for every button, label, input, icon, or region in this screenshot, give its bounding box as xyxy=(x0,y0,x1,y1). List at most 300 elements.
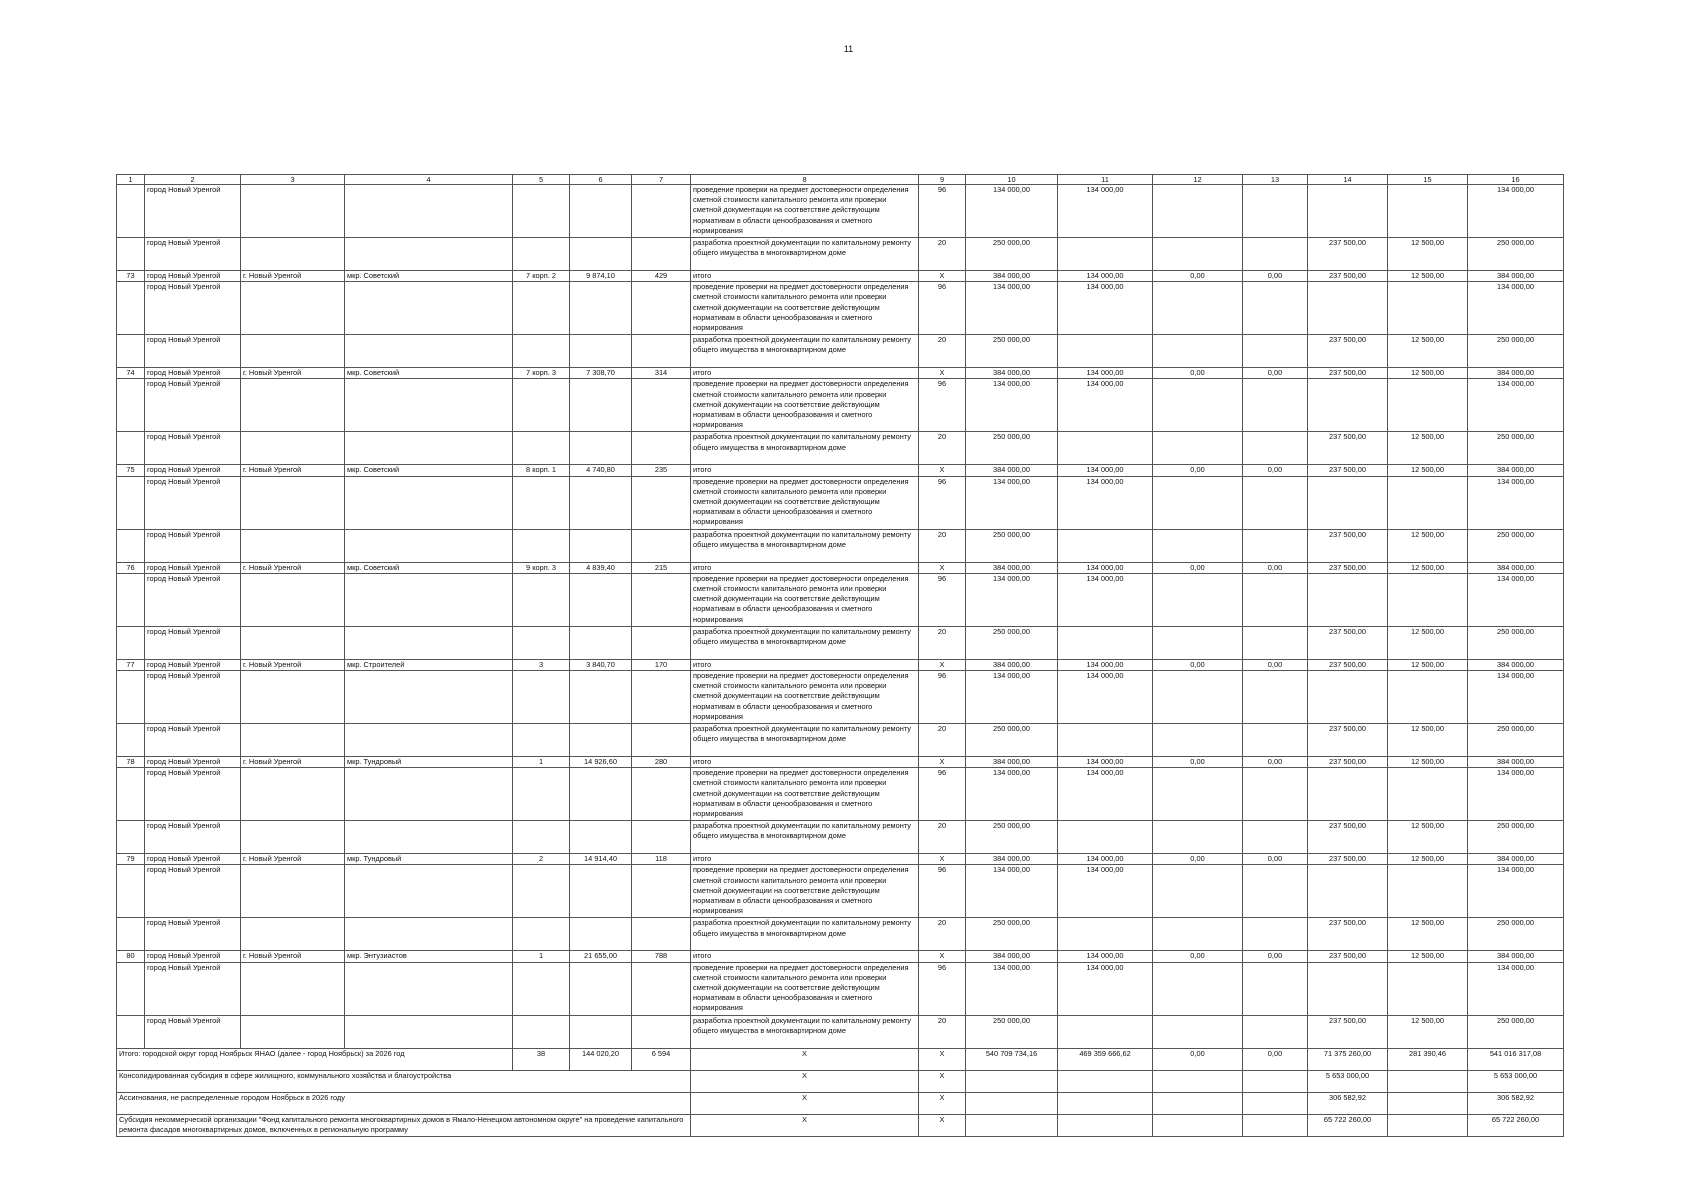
summary-value: 0,00 xyxy=(1153,1048,1243,1070)
table-cell xyxy=(513,821,570,854)
work-code-cell: 20 xyxy=(919,626,966,659)
district-cell: мкр. Строителей xyxy=(345,659,513,670)
table-cell xyxy=(1058,238,1153,271)
table-cell xyxy=(1388,573,1468,626)
amount-cell: 12 500,00 xyxy=(1388,432,1468,465)
amount-cell: 250 000,00 xyxy=(966,432,1058,465)
amount-cell: 0,00 xyxy=(1153,659,1243,670)
table-cell xyxy=(570,671,632,724)
table-cell xyxy=(1058,432,1153,465)
amount-cell: 237 500,00 xyxy=(1308,1015,1388,1048)
table-cell xyxy=(1153,724,1243,757)
x-mark: X xyxy=(919,854,966,865)
table-row xyxy=(117,379,1564,432)
summary-value: 306 582,92 xyxy=(1308,1092,1388,1114)
table-cell xyxy=(632,821,691,854)
summary-value xyxy=(1243,1070,1308,1092)
table-cell xyxy=(632,185,691,238)
work-type-cell: итого xyxy=(691,465,919,476)
table-cell xyxy=(345,962,513,1015)
table-cell xyxy=(117,918,145,951)
work-type-cell: проведение проверки на предмет достоверности определения сметной стоимости капитального ремонта или проверки сметной документации на соответствие действующим нормативам в области ценообразования и сметного нормирования xyxy=(691,573,919,626)
work-code-cell: 20 xyxy=(919,821,966,854)
work-type-cell: итого xyxy=(691,659,919,670)
summary-value: 306 582,92 xyxy=(1468,1092,1564,1114)
summary-value xyxy=(1058,1092,1153,1114)
table-cell xyxy=(1243,238,1308,271)
table-cell xyxy=(117,282,145,335)
table-cell xyxy=(1308,282,1388,335)
amount-cell: 384 000,00 xyxy=(966,368,1058,379)
amount-cell: 134 000,00 xyxy=(1468,671,1564,724)
table-cell xyxy=(570,573,632,626)
table-cell xyxy=(513,432,570,465)
amount-cell: 12 500,00 xyxy=(1388,659,1468,670)
work-type-cell: проведение проверки на предмет достоверности определения сметной стоимости капитального ремонта или проверки сметной документации на соответствие действующим нормативам в области ценообразования и сметного нормирования xyxy=(691,671,919,724)
district-cell: мкр. Советский xyxy=(345,562,513,573)
table-cell xyxy=(513,529,570,562)
work-type-cell: итого xyxy=(691,757,919,768)
amount-cell: 134 000,00 xyxy=(1468,573,1564,626)
work-type-cell: разработка проектной документации по капитальному ремонту общего имущества в многоквартирном доме xyxy=(691,1015,919,1048)
table-cell xyxy=(513,238,570,271)
amount-cell: 384 000,00 xyxy=(1468,271,1564,282)
amount-cell: 237 500,00 xyxy=(1308,854,1388,865)
table-row xyxy=(117,865,1564,918)
work-code-cell: 96 xyxy=(919,379,966,432)
amount-cell: 237 500,00 xyxy=(1308,724,1388,757)
table-cell xyxy=(241,724,345,757)
amount-cell: 12 500,00 xyxy=(1388,821,1468,854)
summary-row xyxy=(117,1114,1564,1136)
table-cell xyxy=(117,185,145,238)
row-number: 74 xyxy=(117,368,145,379)
amount-cell: 134 000,00 xyxy=(1468,865,1564,918)
summary-row xyxy=(117,1070,1564,1092)
table-cell xyxy=(241,335,345,368)
municipality-cell: город Новый Уренгой xyxy=(145,238,241,271)
summary-value xyxy=(966,1114,1058,1136)
house-cell: 7 корп. 2 xyxy=(513,271,570,282)
x-mark: X xyxy=(691,1114,919,1136)
table-cell xyxy=(513,282,570,335)
municipality-cell: город Новый Уренгой xyxy=(145,724,241,757)
table-cell xyxy=(345,529,513,562)
table-cell xyxy=(117,671,145,724)
amount-cell: 12 500,00 xyxy=(1388,465,1468,476)
table-cell xyxy=(632,238,691,271)
amount-cell: 384 000,00 xyxy=(1468,465,1564,476)
table-cell xyxy=(117,335,145,368)
work-type-cell: итого xyxy=(691,271,919,282)
table-cell xyxy=(632,529,691,562)
amount-cell: 134 000,00 xyxy=(1058,854,1153,865)
amount-cell: 237 500,00 xyxy=(1308,757,1388,768)
municipality-cell: город Новый Уренгой xyxy=(145,757,241,768)
amount-cell: 134 000,00 xyxy=(1058,379,1153,432)
amount-cell: 134 000,00 xyxy=(966,476,1058,529)
amount-cell: 384 000,00 xyxy=(966,757,1058,768)
summary-value xyxy=(1243,1092,1308,1114)
municipality-cell: город Новый Уренгой xyxy=(145,865,241,918)
work-type-cell: проведение проверки на предмет достоверности определения сметной стоимости капитального ремонта или проверки сметной документации на соответствие действующим нормативам в области ценообразования и сметного нормирования xyxy=(691,768,919,821)
house-total-row xyxy=(117,562,1564,573)
table-cell xyxy=(1308,768,1388,821)
work-type-cell: разработка проектной документации по капитальному ремонту общего имущества в многоквартирном доме xyxy=(691,335,919,368)
summary-value xyxy=(1388,1114,1468,1136)
amount-cell: 12 500,00 xyxy=(1388,724,1468,757)
amount-cell: 384 000,00 xyxy=(966,951,1058,962)
x-mark: X xyxy=(691,1048,919,1070)
city-cell: г. Новый Уренгой xyxy=(241,757,345,768)
amount-cell: 237 500,00 xyxy=(1308,529,1388,562)
table-cell xyxy=(241,918,345,951)
table-cell xyxy=(117,1015,145,1048)
summary-label: Ассигнования, не распределенные городом Ноябрьск в 2026 году xyxy=(117,1092,691,1114)
amount-cell: 0,00 xyxy=(1243,659,1308,670)
summary-value: 6 594 xyxy=(632,1048,691,1070)
table-cell xyxy=(117,821,145,854)
table-cell xyxy=(632,476,691,529)
amount-cell: 134 000,00 xyxy=(1058,757,1153,768)
amount-cell: 250 000,00 xyxy=(966,918,1058,951)
table-cell xyxy=(1388,962,1468,1015)
table-cell xyxy=(345,573,513,626)
area-cell: 14 914,40 xyxy=(570,854,632,865)
city-cell: г. Новый Уренгой xyxy=(241,271,345,282)
table-cell xyxy=(117,724,145,757)
table-row xyxy=(117,335,1564,368)
summary-value xyxy=(966,1070,1058,1092)
table-cell xyxy=(1388,379,1468,432)
work-type-cell: итого xyxy=(691,951,919,962)
house-total-row xyxy=(117,368,1564,379)
table-cell xyxy=(570,529,632,562)
amount-cell: 134 000,00 xyxy=(1058,271,1153,282)
house-cell: 3 xyxy=(513,659,570,670)
amount-cell: 0,00 xyxy=(1153,368,1243,379)
row-number: 73 xyxy=(117,271,145,282)
column-number: 8 xyxy=(691,175,919,185)
amount-cell: 0,00 xyxy=(1243,757,1308,768)
amount-cell: 12 500,00 xyxy=(1388,368,1468,379)
work-type-cell: проведение проверки на предмет достоверности определения сметной стоимости капитального ремонта или проверки сметной документации на соответствие действующим нормативам в области ценообразования и сметного нормирования xyxy=(691,962,919,1015)
work-code-cell: 96 xyxy=(919,865,966,918)
amount-cell: 250 000,00 xyxy=(966,821,1058,854)
amount-cell: 134 000,00 xyxy=(1058,282,1153,335)
table-cell xyxy=(345,185,513,238)
summary-value: 540 709 734,16 xyxy=(966,1048,1058,1070)
column-number: 4 xyxy=(345,175,513,185)
table-cell xyxy=(345,282,513,335)
table-cell xyxy=(345,1015,513,1048)
municipality-cell: город Новый Уренгой xyxy=(145,562,241,573)
municipality-cell: город Новый Уренгой xyxy=(145,282,241,335)
table-cell xyxy=(1308,865,1388,918)
amount-cell: 134 000,00 xyxy=(1058,768,1153,821)
people-cell: 235 xyxy=(632,465,691,476)
amount-cell: 134 000,00 xyxy=(1058,465,1153,476)
table-cell xyxy=(570,476,632,529)
amount-cell: 12 500,00 xyxy=(1388,529,1468,562)
table-cell xyxy=(570,918,632,951)
house-total-row xyxy=(117,854,1564,865)
x-mark: X xyxy=(919,1114,966,1136)
city-cell: г. Новый Уренгой xyxy=(241,659,345,670)
work-type-cell: проведение проверки на предмет достоверности определения сметной стоимости капитального ремонта или проверки сметной документации на соответствие действующим нормативам в области ценообразования и сметного нормирования xyxy=(691,185,919,238)
x-mark: X xyxy=(691,1070,919,1092)
column-number: 2 xyxy=(145,175,241,185)
house-cell: 1 xyxy=(513,951,570,962)
amount-cell: 134 000,00 xyxy=(1468,476,1564,529)
amount-cell: 250 000,00 xyxy=(1468,918,1564,951)
municipality-cell: город Новый Уренгой xyxy=(145,671,241,724)
column-number: 15 xyxy=(1388,175,1468,185)
amount-cell: 0,00 xyxy=(1153,951,1243,962)
x-mark: X xyxy=(919,1070,966,1092)
amount-cell: 384 000,00 xyxy=(1468,951,1564,962)
amount-cell: 134 000,00 xyxy=(1058,659,1153,670)
row-number: 79 xyxy=(117,854,145,865)
table-cell xyxy=(345,671,513,724)
amount-cell: 237 500,00 xyxy=(1308,659,1388,670)
amount-cell: 237 500,00 xyxy=(1308,626,1388,659)
table-cell xyxy=(117,476,145,529)
table-cell xyxy=(1388,476,1468,529)
table-cell xyxy=(241,1015,345,1048)
amount-cell: 250 000,00 xyxy=(966,335,1058,368)
summary-value xyxy=(1388,1070,1468,1092)
work-code-cell: 96 xyxy=(919,282,966,335)
table-cell xyxy=(241,185,345,238)
amount-cell: 0,00 xyxy=(1153,271,1243,282)
table-row xyxy=(117,282,1564,335)
area-cell: 9 874,10 xyxy=(570,271,632,282)
city-cell: г. Новый Уренгой xyxy=(241,368,345,379)
amount-cell: 237 500,00 xyxy=(1308,271,1388,282)
amount-cell: 250 000,00 xyxy=(1468,335,1564,368)
house-cell: 2 xyxy=(513,854,570,865)
table-cell xyxy=(632,724,691,757)
table-cell xyxy=(1243,865,1308,918)
municipality-cell: город Новый Уренгой xyxy=(145,659,241,670)
area-cell: 21 655,00 xyxy=(570,951,632,962)
municipality-cell: город Новый Уренгой xyxy=(145,476,241,529)
house-cell: 8 корп. 1 xyxy=(513,465,570,476)
column-number: 7 xyxy=(632,175,691,185)
column-number: 5 xyxy=(513,175,570,185)
summary-value: 71 375 260,00 xyxy=(1308,1048,1388,1070)
summary-value: 541 016 317,08 xyxy=(1468,1048,1564,1070)
table-cell xyxy=(1058,918,1153,951)
table-cell xyxy=(513,768,570,821)
table-cell xyxy=(345,768,513,821)
table-cell xyxy=(1243,918,1308,951)
table-cell xyxy=(513,476,570,529)
summary-value xyxy=(1153,1070,1243,1092)
column-number-row xyxy=(117,175,1564,185)
amount-cell: 134 000,00 xyxy=(1058,951,1153,962)
amount-cell: 237 500,00 xyxy=(1308,465,1388,476)
table-cell xyxy=(570,865,632,918)
table-cell xyxy=(632,626,691,659)
table-cell xyxy=(632,768,691,821)
table-cell xyxy=(570,821,632,854)
table-cell xyxy=(570,626,632,659)
municipality-cell: город Новый Уренгой xyxy=(145,465,241,476)
summary-value: 144 020,20 xyxy=(570,1048,632,1070)
row-number: 77 xyxy=(117,659,145,670)
table-cell xyxy=(513,185,570,238)
table-row xyxy=(117,724,1564,757)
table-cell xyxy=(117,573,145,626)
amount-cell: 12 500,00 xyxy=(1388,757,1468,768)
amount-cell: 237 500,00 xyxy=(1308,432,1388,465)
table-cell xyxy=(345,865,513,918)
area-cell: 4 740,80 xyxy=(570,465,632,476)
table-cell xyxy=(570,724,632,757)
city-cell: г. Новый Уренгой xyxy=(241,465,345,476)
amount-cell: 0,00 xyxy=(1243,854,1308,865)
table-cell xyxy=(1058,335,1153,368)
table-row xyxy=(117,432,1564,465)
summary-value: 0,00 xyxy=(1243,1048,1308,1070)
x-mark: X xyxy=(919,1092,966,1114)
table-cell xyxy=(241,821,345,854)
summary-value xyxy=(966,1092,1058,1114)
amount-cell: 134 000,00 xyxy=(1468,768,1564,821)
page-number: 11 xyxy=(843,44,854,54)
house-total-row xyxy=(117,659,1564,670)
table-cell xyxy=(1308,573,1388,626)
amount-cell: 12 500,00 xyxy=(1388,562,1468,573)
amount-cell: 134 000,00 xyxy=(1468,185,1564,238)
summary-value: 281 390,46 xyxy=(1388,1048,1468,1070)
table-cell xyxy=(1058,1015,1153,1048)
amount-cell: 250 000,00 xyxy=(1468,724,1564,757)
amount-cell: 384 000,00 xyxy=(966,562,1058,573)
table-row xyxy=(117,573,1564,626)
work-type-cell: разработка проектной документации по капитальному ремонту общего имущества в многоквартирном доме xyxy=(691,821,919,854)
table-cell xyxy=(570,238,632,271)
municipality-cell: город Новый Уренгой xyxy=(145,335,241,368)
house-total-row xyxy=(117,271,1564,282)
work-type-cell: проведение проверки на предмет достоверности определения сметной стоимости капитального ремонта или проверки сметной документации на соответствие действующим нормативам в области ценообразования и сметного нормирования xyxy=(691,476,919,529)
amount-cell: 134 000,00 xyxy=(966,768,1058,821)
municipality-cell: город Новый Уренгой xyxy=(145,368,241,379)
table-cell xyxy=(241,962,345,1015)
table-cell xyxy=(1243,282,1308,335)
summary-label: Итого: городской округ город Ноябрьск ЯНАО (далее - город Ноябрьск) за 2026 год xyxy=(117,1048,513,1070)
amount-cell: 250 000,00 xyxy=(966,238,1058,271)
table-cell xyxy=(513,626,570,659)
x-mark: X xyxy=(919,562,966,573)
house-total-row xyxy=(117,951,1564,962)
table-cell xyxy=(241,626,345,659)
table-cell xyxy=(1243,476,1308,529)
amount-cell: 250 000,00 xyxy=(966,529,1058,562)
amount-cell: 12 500,00 xyxy=(1388,335,1468,368)
amount-cell: 12 500,00 xyxy=(1388,238,1468,271)
amount-cell: 12 500,00 xyxy=(1388,854,1468,865)
work-code-cell: 20 xyxy=(919,529,966,562)
amount-cell: 250 000,00 xyxy=(1468,626,1564,659)
summary-value: 5 653 000,00 xyxy=(1468,1070,1564,1092)
table-cell xyxy=(1243,335,1308,368)
table-cell xyxy=(632,1015,691,1048)
row-number: 80 xyxy=(117,951,145,962)
table-cell xyxy=(345,432,513,465)
table-cell xyxy=(513,865,570,918)
table-row xyxy=(117,1015,1564,1048)
amount-cell: 384 000,00 xyxy=(966,465,1058,476)
row-number: 78 xyxy=(117,757,145,768)
municipality-cell: город Новый Уренгой xyxy=(145,951,241,962)
people-cell: 170 xyxy=(632,659,691,670)
column-number: 13 xyxy=(1243,175,1308,185)
amount-cell: 384 000,00 xyxy=(966,854,1058,865)
row-number: 75 xyxy=(117,465,145,476)
amount-cell: 134 000,00 xyxy=(966,379,1058,432)
table-cell xyxy=(117,768,145,821)
summary-row xyxy=(117,1092,1564,1114)
summary-value: 469 359 666,62 xyxy=(1058,1048,1153,1070)
amount-cell: 134 000,00 xyxy=(1468,962,1564,1015)
municipality-cell: город Новый Уренгой xyxy=(145,626,241,659)
municipality-cell: город Новый Уренгой xyxy=(145,573,241,626)
amount-cell: 250 000,00 xyxy=(1468,432,1564,465)
summary-value: 65 722 260,00 xyxy=(1308,1114,1388,1136)
amount-cell: 134 000,00 xyxy=(1468,379,1564,432)
area-cell: 4 839,40 xyxy=(570,562,632,573)
table-cell xyxy=(1388,865,1468,918)
table-cell xyxy=(241,865,345,918)
x-mark: X xyxy=(919,951,966,962)
amount-cell: 134 000,00 xyxy=(1468,282,1564,335)
table-cell xyxy=(1243,671,1308,724)
x-mark: X xyxy=(919,659,966,670)
table-cell xyxy=(241,573,345,626)
district-cell: мкр. Советский xyxy=(345,271,513,282)
amount-cell: 134 000,00 xyxy=(1058,671,1153,724)
amount-cell: 0,00 xyxy=(1153,562,1243,573)
table-cell xyxy=(632,918,691,951)
summary-value: 65 722 260,00 xyxy=(1468,1114,1564,1136)
table-cell xyxy=(1058,626,1153,659)
city-cell: г. Новый Уренгой xyxy=(241,854,345,865)
municipality-cell: город Новый Уренгой xyxy=(145,271,241,282)
work-type-cell: проведение проверки на предмет достоверности определения сметной стоимости капитального ремонта или проверки сметной документации на соответствие действующим нормативам в области ценообразования и сметного нормирования xyxy=(691,282,919,335)
municipality-cell: город Новый Уренгой xyxy=(145,962,241,1015)
table-cell xyxy=(1308,671,1388,724)
amount-cell: 237 500,00 xyxy=(1308,368,1388,379)
table-cell xyxy=(1153,918,1243,951)
column-number: 1 xyxy=(117,175,145,185)
table-cell xyxy=(241,432,345,465)
table-cell xyxy=(513,724,570,757)
amount-cell: 0,00 xyxy=(1243,465,1308,476)
capital-repair-table xyxy=(116,174,1564,1137)
work-code-cell: 20 xyxy=(919,335,966,368)
people-cell: 429 xyxy=(632,271,691,282)
table-cell xyxy=(1153,626,1243,659)
table-row xyxy=(117,185,1564,238)
table-cell xyxy=(345,626,513,659)
table-cell xyxy=(632,573,691,626)
table-cell xyxy=(117,238,145,271)
table-cell xyxy=(1243,379,1308,432)
work-type-cell: разработка проектной документации по капитальному ремонту общего имущества в многоквартирном доме xyxy=(691,918,919,951)
